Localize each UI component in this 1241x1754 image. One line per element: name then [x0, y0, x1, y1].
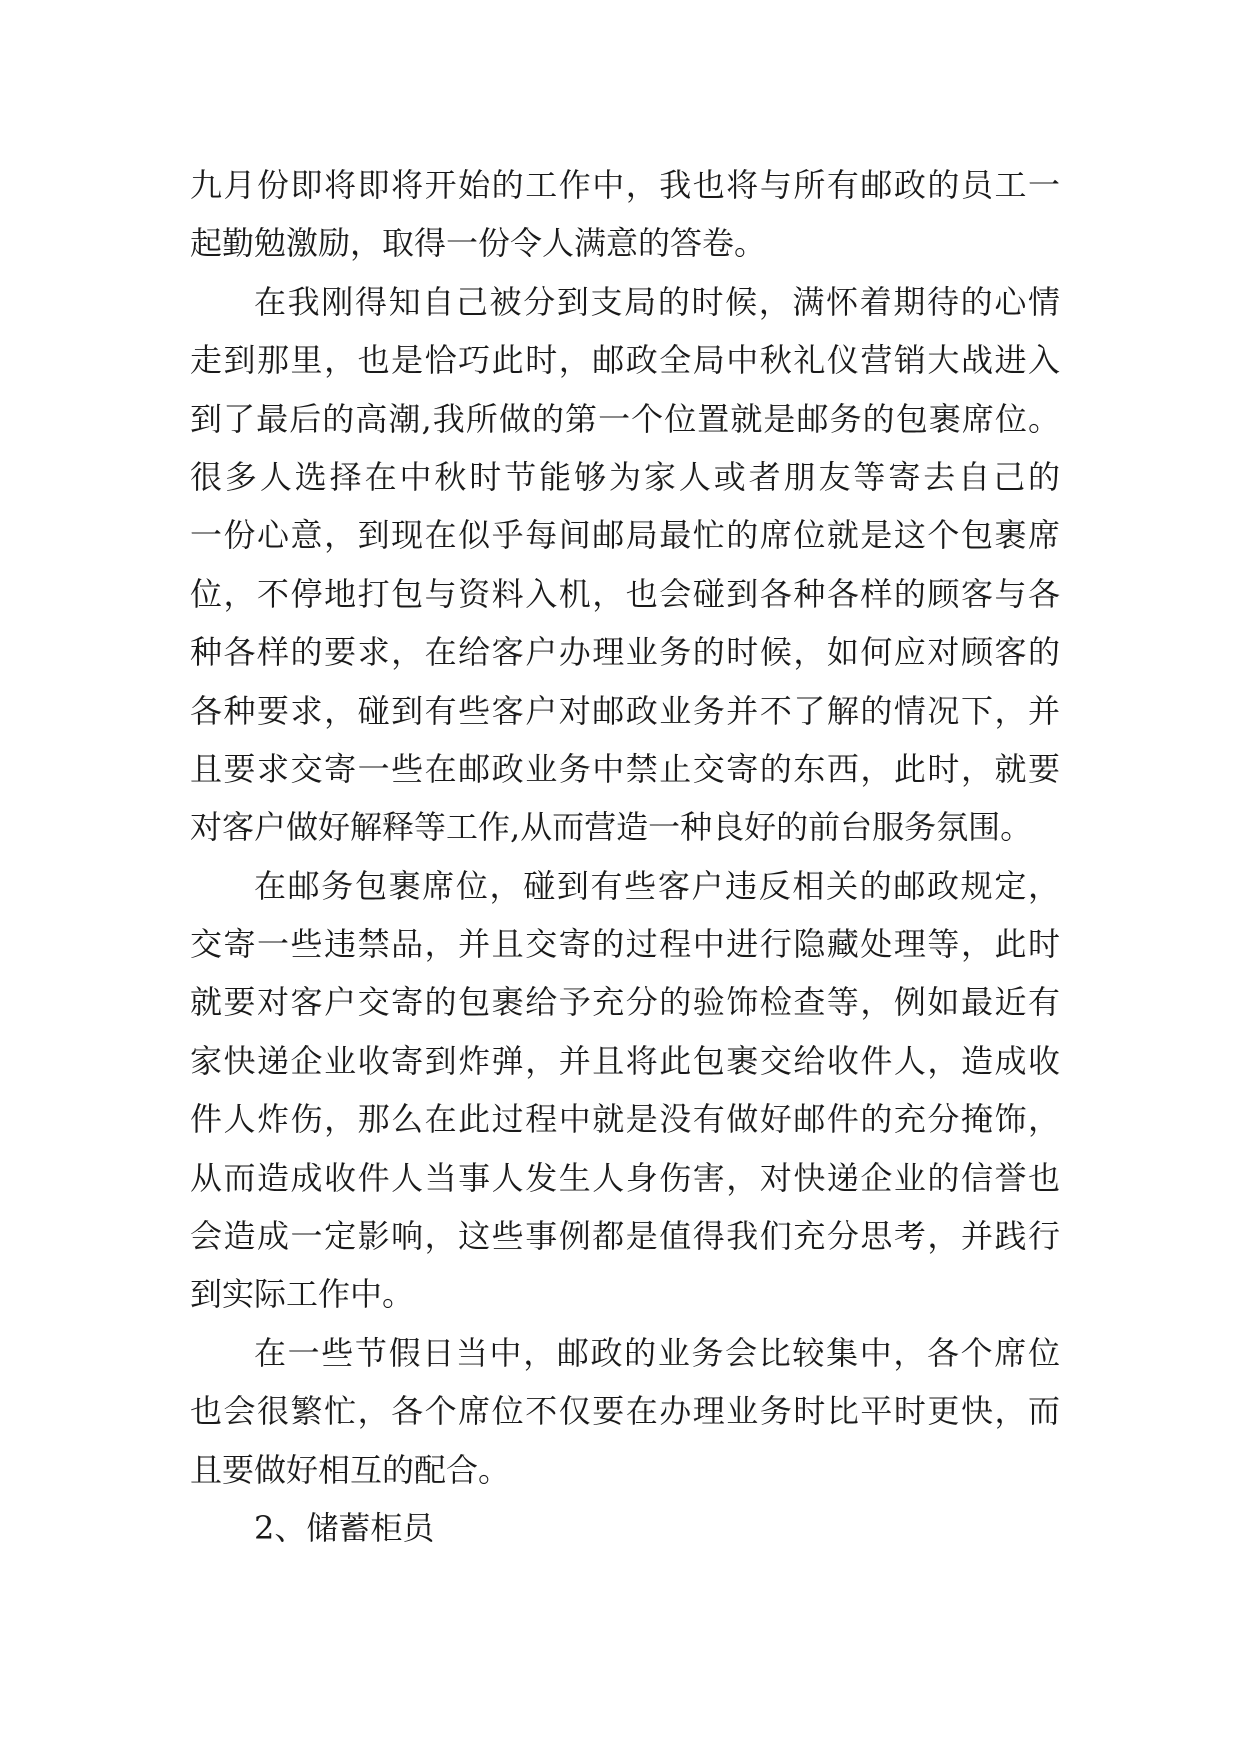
text-line: 就要对客户交寄的包裹给予充分的验饰检查等，例如最近有 [190, 983, 1060, 1022]
text-line: 件人炸伤，那么在此过程中就是没有做好邮件的充分掩饰， [190, 1100, 1060, 1139]
text-line: 起勤勉激励，取得一份令人满意的答卷。 [190, 224, 767, 263]
text-line: 对客户做好解释等工作,从而营造一种良好的前台服务氛围。 [190, 808, 1033, 847]
text-line: 种各样的要求，在给客户办理业务的时候，如何应对顾客的 [190, 633, 1060, 672]
text-line: 从而造成收件人当事人发生人身伤害，对快递企业的信誉也 [190, 1158, 1060, 1197]
text-line: 在一些节假日当中，邮政的业务会比较集中，各个席位 [254, 1333, 1060, 1372]
text-line: 且要做好相互的配合。 [190, 1450, 511, 1489]
text-line: 在邮务包裹席位，碰到有些客户违反相关的邮政规定， [254, 866, 1060, 905]
text-line: 位，不停地打包与资料入机，也会碰到各种各样的顾客与各 [190, 574, 1060, 613]
text-line: 到实际工作中。 [190, 1275, 415, 1314]
text-line: 到了最后的高潮,我所做的第一个位置就是邮务的包裹席位。 [190, 399, 1060, 438]
text-line: 也会很繁忙，各个席位不仅要在办理业务时比平时更快，而 [190, 1392, 1060, 1431]
section-heading: 2、储蓄柜员 [254, 1508, 435, 1547]
text-line: 会造成一定影响，这些事例都是值得我们充分思考，并践行 [190, 1217, 1060, 1256]
text-line: 很多人选择在中秋时节能够为家人或者朋友等寄去自己的 [190, 457, 1060, 496]
text-line: 且要求交寄一些在邮政业务中禁止交寄的东西，此时，就要 [190, 749, 1060, 788]
text-line: 交寄一些违禁品，并且交寄的过程中进行隐藏处理等，此时 [190, 925, 1060, 964]
text-line: 走到那里，也是恰巧此时，邮政全局中秋礼仪营销大战进入 [190, 341, 1060, 380]
text-line: 九月份即将即将开始的工作中，我也将与所有邮政的员工一 [190, 166, 1060, 204]
body-text [190, 156, 1060, 1557]
text-line: 各种要求，碰到有些客户对邮政业务并不了解的情况下，并 [190, 691, 1060, 730]
text-line: 在我刚得知自己被分到支局的时候，满怀着期待的心情 [254, 282, 1060, 321]
text-line: 家快递企业收寄到炸弹，并且将此包裹交给收件人，造成收 [190, 1041, 1060, 1080]
text-line: 一份心意，到现在似乎每间邮局最忙的席位就是这个包裹席 [190, 516, 1060, 555]
